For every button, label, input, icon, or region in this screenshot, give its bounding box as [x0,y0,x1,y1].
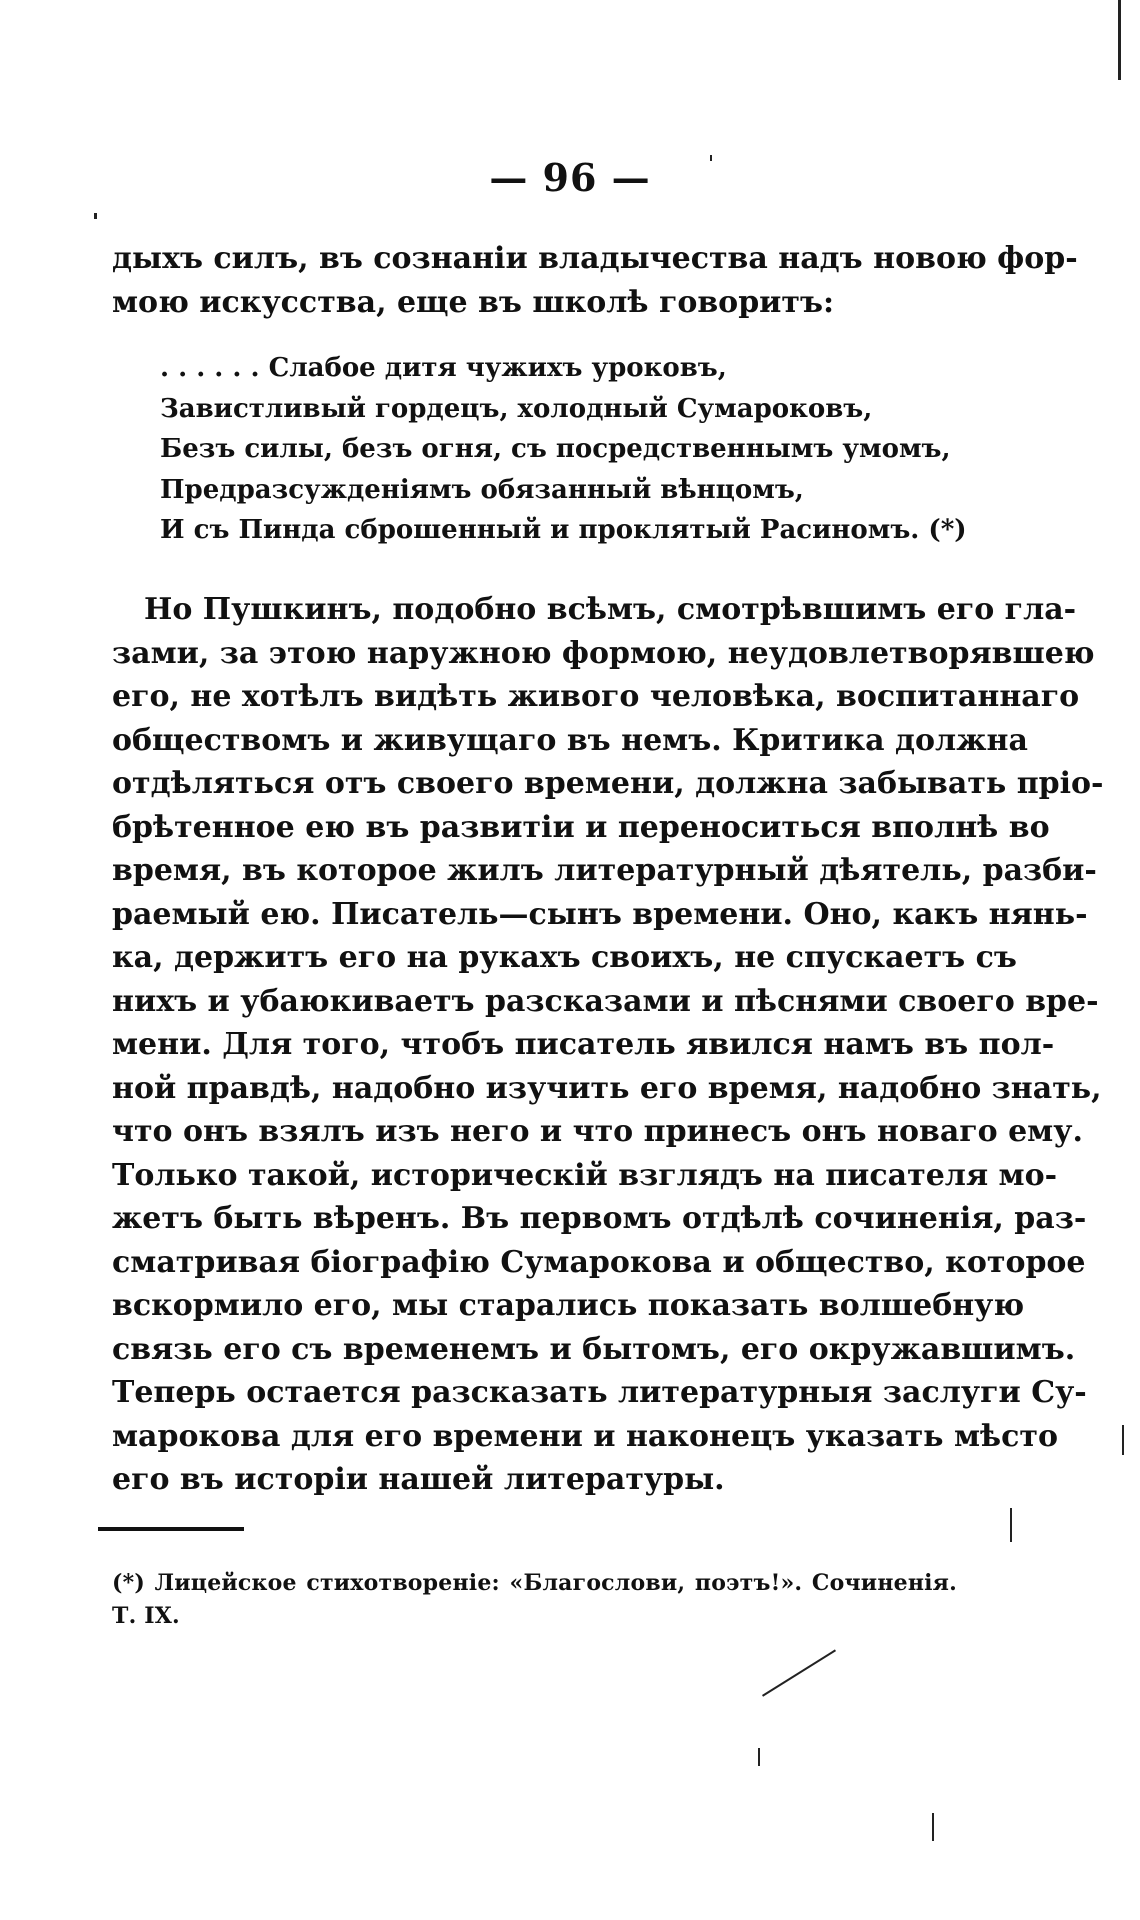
paragraph-line: жетъ быть вѣренъ. Въ первомъ отдѣлѣ сочиненія, раз- [112,1201,1087,1236]
paragraph-line: мени. Для того, чтобъ писатель явился намъ въ пол- [112,1027,1055,1062]
intro-line: мою искусства, еще въ школѣ говоритъ: [112,284,835,320]
paragraph-line: зами, за этою наружною формою, неудовлетворявшею [112,635,1095,671]
verse-line: И съ Пинда сброшенный и проклятый Расиномъ. (*) [160,515,967,545]
scan-artifact [710,155,712,161]
footnote-divider [98,1527,244,1531]
scan-artifact [1010,1508,1012,1542]
paragraph-line: ка, держитъ его на рукахъ своихъ, не спускаетъ съ [112,940,1017,975]
paragraph-line: вскормило его, мы старались показать волшебную [112,1288,1025,1323]
paragraph-line: обществомъ и живущаго въ немъ. Критика должна [112,722,1028,758]
paragraph-line: его, не хотѣлъ видѣть живого человѣка, воспитаннаго [112,679,1080,714]
paragraph-line: отдѣляться отъ своего времени, должна забывать пріо- [112,766,1104,801]
paragraph-line: раемый ею. Писатель—сынъ времени. Оно, какъ нянь- [112,896,1088,932]
verse-line: Безъ силы, безъ огня, съ посредственнымъ умомъ, [160,434,951,464]
paragraph-line: Но Пушкинъ, подобно всѣмъ, смотрѣвшимъ его гла- [144,592,1077,627]
page-number: — 96 — [489,155,651,200]
scan-artifact [932,1813,934,1841]
verse-line: Предразсужденіямъ обязанный вѣнцомъ, [160,474,804,505]
intro-paragraph [112,237,1078,324]
paragraph-line: его въ исторіи нашей литературы. [112,1462,725,1497]
verse-line: . . . . . . Слабое дитя чужихъ уроковъ, [160,353,727,383]
scan-artifact [762,1649,836,1696]
paragraph-line: сматривая біографію Сумарокова и общество, которое [112,1244,1086,1280]
paragraph-line: марокова для его времени и наконецъ указать мѣсто [112,1418,1059,1454]
paragraph-line: брѣтенное ею въ развитіи и переноситься вполнѣ во [112,809,1050,845]
main-paragraph [112,588,1104,1502]
paragraph-line: время, въ которое жилъ литературный дѣятель, разби- [112,853,1097,888]
verse-quotation [160,348,967,551]
paragraph-line: Только такой, историческій взглядъ на писателя мо- [112,1157,1058,1193]
intro-line: дыхъ силъ, въ сознаніи владычества надъ новою фор- [112,241,1078,276]
scan-artifact [758,1748,760,1766]
footnote-line: Т. IX. [112,1603,180,1629]
paragraph-line: что онъ взялъ изъ него и что принесъ онъ новаго ему. [112,1114,1083,1149]
paragraph-line: нихъ и убаюкиваетъ разсказами и пѣснями своего вре- [112,983,1099,1019]
footnote [112,1567,957,1633]
verse-line: Завистливый гордецъ, холодный Сумароковъ, [160,393,873,424]
scan-artifact [94,213,97,219]
paragraph-line: Теперь остается разсказать литературныя заслуги Су- [112,1375,1087,1410]
scan-artifact [1122,1425,1124,1455]
footnote-line: (*) Лицейское стихотвореніе: «Благослови, поэтъ!». Сочиненія. [112,1570,957,1596]
paragraph-line: ной правдѣ, надобно изучить его время, надобно знать, [112,1070,1102,1106]
paragraph-line: связь его съ временемъ и бытомъ, его окружавшимъ. [112,1331,1076,1367]
scan-artifact [1118,0,1121,80]
